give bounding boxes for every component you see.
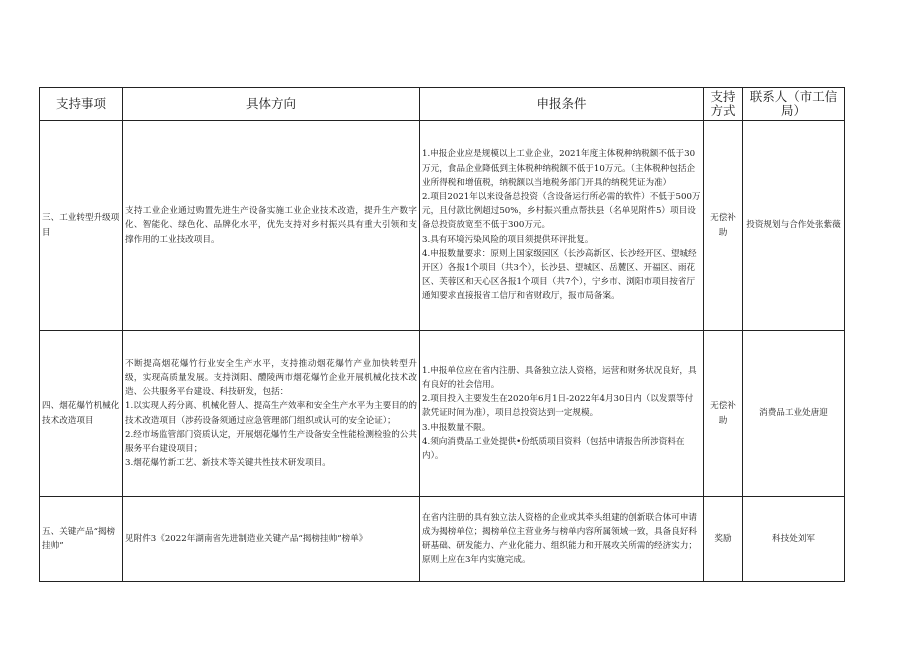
- table-row: [40, 121, 845, 331]
- row-method: 奖励: [704, 497, 743, 582]
- row-item: 五、关键产品“揭榜挂帅”: [40, 497, 123, 582]
- condition-line: 4.须向消费品工业处提供•份纸质项目资料（包括申请报告所涉资料在内）。: [422, 436, 685, 461]
- row-method: 无偿补助: [704, 331, 743, 497]
- condition-line: 4.申报数量要求：原则上国家级园区（长沙高新区、长沙经开区、望城经开区）各报1个项目（共3个），长沙县、望城区、岳麓区、开福区、雨花区、芙蓉区和天心区各报1个项目（共7个），宁乡市、浏阳市项目按省厅通知要求直接报省工信厅和省财政厅，报市局备案。: [422, 248, 697, 302]
- condition-line: 3.具有环境污染风险的项目须提供环评批复。: [422, 234, 594, 245]
- condition-line: 3.申报数量不限。: [422, 422, 491, 433]
- header-method: 支持方式: [704, 88, 743, 121]
- row-method: 无偿补助: [704, 121, 743, 331]
- row-direction: 支持工业企业通过购置先进生产设备实施工业企业技术改造，提升生产数字化、智能化、绿色化、品牌化水平，优先支持对乡村振兴具有重大引领和支撑作用的工业技改项目。: [123, 121, 420, 331]
- row-item: 三、工业转型升级项目: [40, 121, 123, 331]
- row-contact: 投资规划与合作处张紫薇: [743, 121, 845, 331]
- table-row: [40, 497, 845, 582]
- condition-line: 1.申报企业应是规模以上工业企业，2021年度主体税种纳税额不低于30万元，食品企业降低到主体税种纳税额不低于10万元。（主体税种包括企业所得税和增值税，纳税额以当地税务部门开具的纳税凭证为准）: [422, 149, 696, 188]
- header-row: [40, 88, 845, 121]
- condition-line: 2.项目2021年以来设备总投资（含设备运行所必需的软件）不低于500万元，且付款比例超过50%，乡村振兴重点帮扶县（名单见附件5）项目设备总投资放宽至不低于300万元。: [422, 191, 701, 231]
- policy-table: [39, 87, 845, 582]
- row-contact: 消费品工业处唐迎: [743, 331, 845, 497]
- condition-line: 1.申报单位应在省内注册、具备独立法人资格，运营和财务状况良好，具有良好的社会信用。: [422, 365, 697, 390]
- header-conditions: 申报条件: [420, 88, 704, 121]
- condition-line: 2.项目投入主要发生在2020年6月1日-2022年4月30日内（以发票等付款凭证时间为准），项目总投资达到一定规模。: [422, 394, 694, 419]
- header-contact: 联系人（市工信局）: [743, 88, 845, 121]
- row-direction: 见附件3《2022年湖南省先进制造业关键产品“揭榜挂帅”榜单》: [123, 497, 420, 582]
- header-item: 支持事项: [40, 88, 123, 121]
- row-conditions: [420, 497, 704, 582]
- row-conditions: [420, 331, 704, 497]
- row-item: 四、烟花爆竹机械化技术改造项目: [40, 331, 123, 497]
- row-contact: 科技处刘军: [743, 497, 845, 582]
- row-direction: 不断提高烟花爆竹行业安全生产水平，支持推动烟花爆竹产业加快转型升级，实现高质量发展。支持浏阳、醴陵两市烟花爆竹企业开展机械化技术改造、公共服务平台建设、科技研发，包括： 1.以实现人药分离、机械化替人、提高生产效率和安全生产水平为主要目的的技术改造项目（涉药设备须通过应急管理部门组织或认可的安全论证）； 2.经市场监管部门资质认定，开展烟花爆竹生产设备安全性能检测检验的公共服务平台建设项目； 3.烟花爆竹新工艺、新技术等关键共性技术研发项目。: [123, 331, 420, 497]
- table-row: [40, 331, 845, 497]
- header-direction: 具体方向: [123, 88, 420, 121]
- row-conditions: [420, 121, 704, 331]
- condition-line: 在省内注册的具有独立法人资格的企业或其牵头组建的创新联合体可申请成为揭榜单位；揭榜单位主营业务与榜单内容所属领域一致，具备良好科研基础、研发能力、产业化能力、组织能力和开展攻关所需的经济实力；原则上应在3年内实施完成。: [422, 512, 698, 566]
